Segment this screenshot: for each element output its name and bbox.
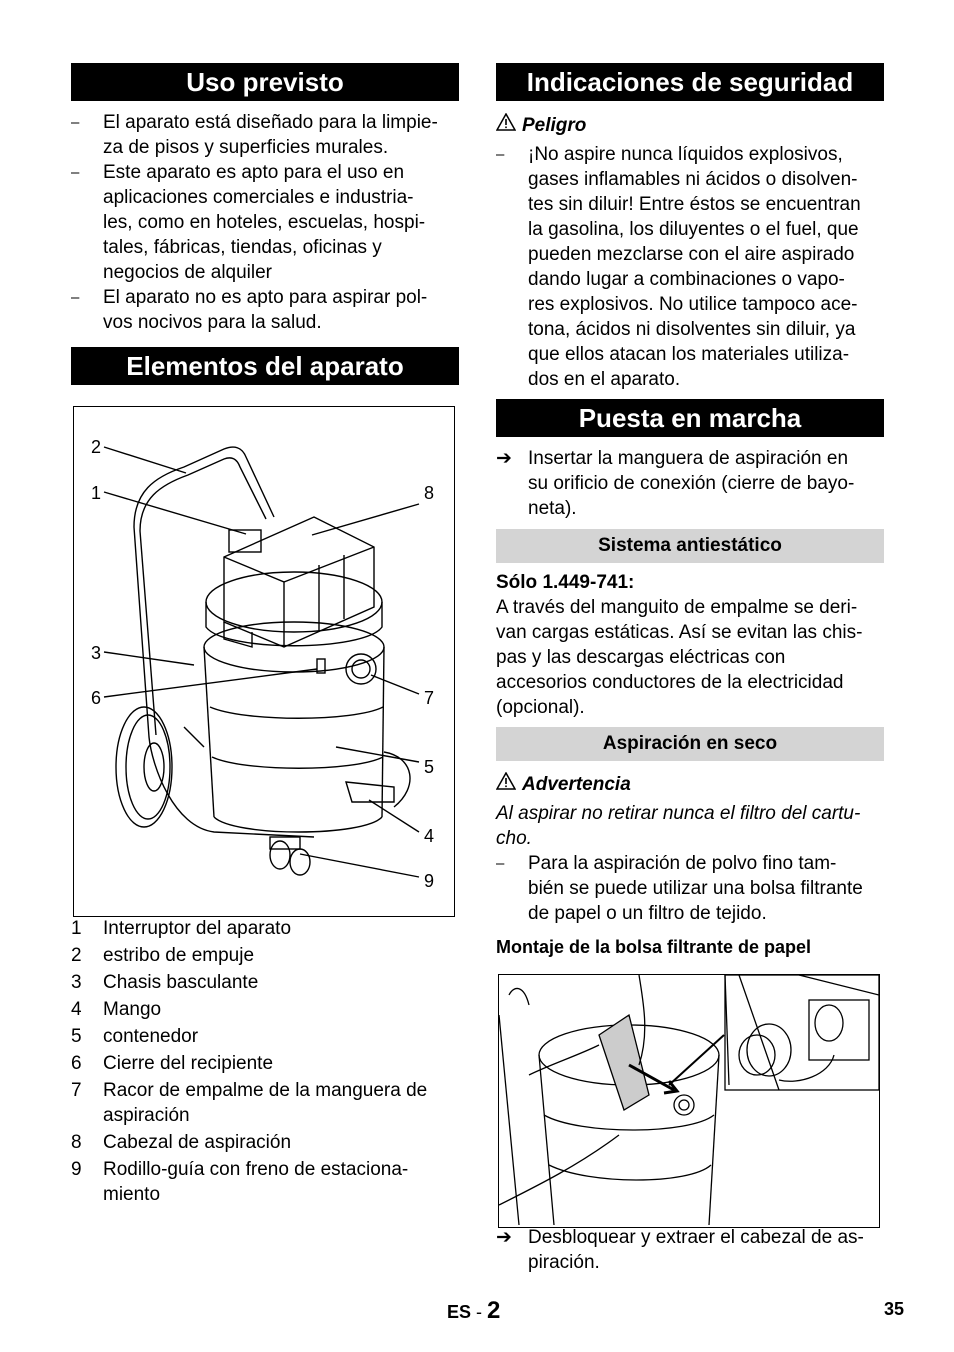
device-figure [73,406,455,917]
warning-triangle-icon [496,772,516,797]
seco-step-line: piración. [528,1252,600,1273]
list-item-line: Este aparato es apto para el uso en [103,162,405,183]
seguridad-line: gases inflamables ni ácidos o disolven- [528,169,858,190]
callout-1: 1 [91,483,102,503]
list-item-line: El aparato está diseñado para la limpie- [103,112,438,133]
legend-number: 4 [71,999,82,1020]
legend-label: Cabezal de aspiración [103,1132,292,1153]
legend-number: 6 [71,1053,82,1074]
list-item-line: aplicaciones comerciales e industria- [103,187,414,208]
legend-number: 5 [71,1026,82,1047]
dash-bullet: – [496,855,505,872]
legend-label: Rodillo-guía con freno de estaciona- [103,1159,409,1180]
legend-label: estribo de empuje [103,945,255,966]
legend-number: 8 [71,1132,82,1153]
list-item-line: les, como en hoteles, escuelas, hospi- [103,212,426,233]
seguridad-line: ¡No aspire nunca líquidos explosivos, [528,144,843,165]
seco-item-line: de papel o un filtro de tejido. [528,903,767,924]
dash-bullet: – [71,164,80,181]
section-title-puesta: Puesta en marcha [496,399,884,437]
warning-advertencia: Advertencia [496,772,631,797]
legend-number: 3 [71,972,82,993]
callout-3: 3 [91,643,102,663]
montaje-title: Montaje de la bolsa filtrante de papel [496,937,812,957]
list-item-line: tales, fábricas, tiendas, oficinas y [103,237,382,258]
callout-6: 6 [91,688,102,708]
seguridad-line: que ellos atacan los materiales utiliza- [528,344,850,365]
antiestatico-line: accesorios conductores de la electricidad [496,672,844,693]
antiestatico-line: (opcional). [496,697,585,718]
warning-line: cho. [496,828,532,849]
warning-line: Al aspirar no retirar nunca el filtro del cartu- [496,803,861,824]
list-item-line: El aparato no es apto para aspirar pol- [103,287,428,308]
legend-label: Racor de empalme de la manguera de [103,1080,428,1101]
puesta-line: neta). [528,498,577,519]
callout-7: 7 [424,688,435,708]
antiestatico-line: van cargas estáticas. Así se evitan las chis- [496,622,863,643]
antiestatico-line: pas y las descargas eléctricas con [496,647,786,668]
legend-label: Cierre del recipiente [103,1053,274,1074]
seguridad-line: dando lugar a combinaciones o vapo- [528,269,845,290]
section-title-antiestatico: Sistema antiestático [496,529,884,563]
warning-triangle-icon [496,113,516,138]
legend-label: miento [103,1184,161,1205]
callout-5: 5 [424,757,435,777]
seguridad-line: tes sin diluir! Entre éstos se encuentran [528,194,861,215]
section-title-seguridad: Indicaciones de seguridad [496,63,884,101]
warning-peligro: Peligro [496,113,586,138]
list-item-line: negocios de alquiler [103,262,273,283]
section-title-elementos: Elementos del aparato [71,347,459,385]
antiestatico-subtitle: Sólo 1.449-741: [496,572,635,593]
antiestatico-line: A través del manguito de empalme se deri- [496,597,858,618]
callout-9: 9 [424,871,435,891]
callout-8: 8 [424,483,435,503]
seco-step-line: Desbloquear y extraer el cabezal de as- [528,1227,864,1248]
dash-bullet: – [71,289,80,306]
arrow-right-icon: ➔ [496,1227,512,1248]
legend-label: Chasis basculante [103,972,259,993]
legend-number: 2 [71,945,82,966]
section-title-uso-previsto: Uso previsto [71,63,459,101]
legend-label: Interruptor del aparato [103,918,292,939]
legend-number: 1 [71,918,82,939]
section-title-seco: Aspiración en seco [496,727,884,761]
puesta-line: su orificio de conexión (cierre de bayo- [528,473,855,494]
seguridad-line: la gasolina, los diluyentes o el fuel, que [528,219,859,240]
callout-2: 2 [91,437,102,457]
legend-label: Mango [103,999,162,1020]
seguridad-line: dos en el aparato. [528,369,681,390]
legend-label: contenedor [103,1026,199,1047]
puesta-line: Insertar la manguera de aspiración en [528,448,849,469]
list-item-line: za de pisos y superficies murales. [103,137,389,158]
arrow-right-icon: ➔ [496,448,512,469]
list-item-line: vos nocivos para la salud. [103,312,322,333]
dash-bullet: – [71,114,80,131]
seguridad-line: pueden mezclarse con el aire aspirado [528,244,855,265]
footer-section-label: ES - 2 [447,1297,501,1324]
seco-item-line: bién se puede utilizar una bolsa filtrante [528,878,863,899]
dash-bullet: – [496,146,505,163]
page-number: 35 [884,1299,905,1319]
vacuum-cleaner-illustration [74,407,454,916]
seguridad-line: res explosivos. No utilice tampoco ace- [528,294,858,315]
callout-4: 4 [424,826,435,846]
seco-item-line: Para la aspiración de polvo fino tam- [528,853,837,874]
filter-bag-illustration [499,975,879,1227]
legend-number: 9 [71,1159,82,1180]
legend-label: aspiración [103,1105,190,1126]
seguridad-line: tona, ácidos ni disolventes sin diluir, ya [528,319,856,340]
legend-number: 7 [71,1080,82,1101]
filter-bag-figure [498,974,880,1228]
